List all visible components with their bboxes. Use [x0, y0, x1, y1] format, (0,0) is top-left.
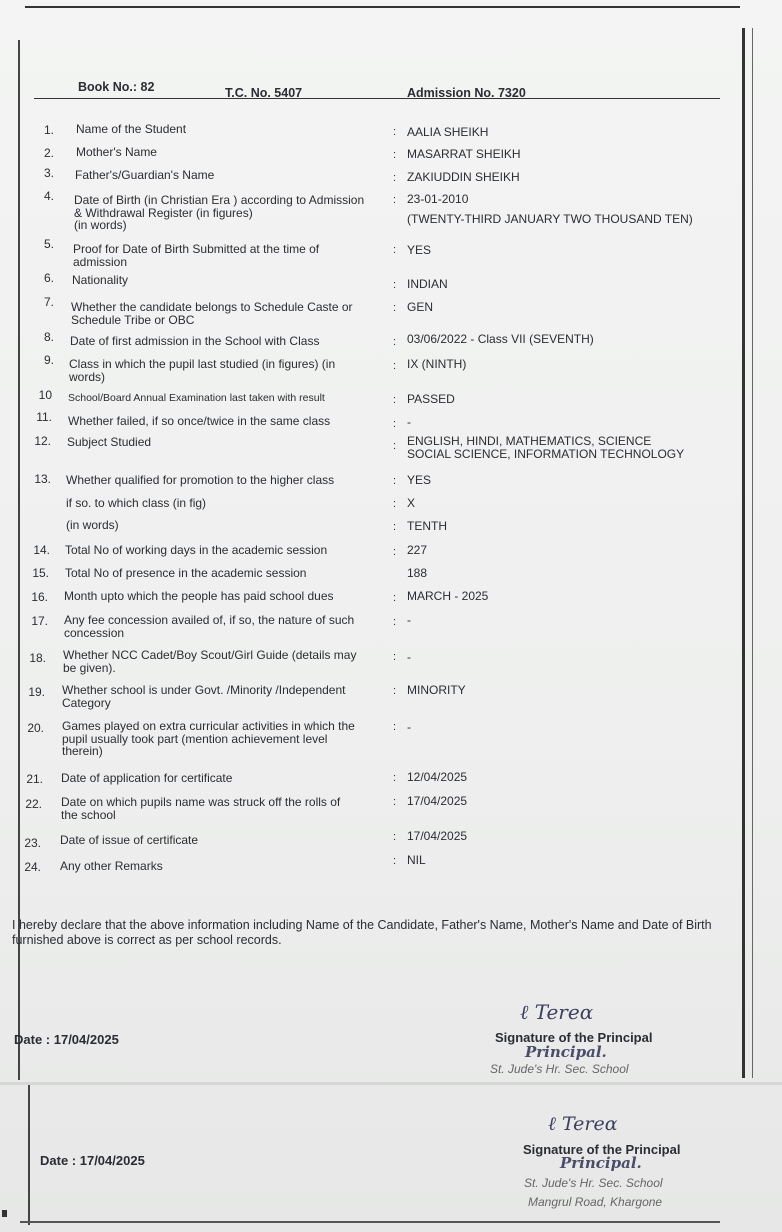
row-colon: : [393, 475, 397, 487]
row-label: Mother's Name [76, 145, 157, 159]
row-value: PASSED [407, 392, 455, 406]
row-number: 22. [25, 797, 42, 811]
edge-mark [2, 1210, 7, 1217]
row-colon: : [393, 172, 397, 184]
row-label: Any fee concession availed of, if so, the nature of such concession [64, 613, 355, 640]
row-value: YES [407, 473, 432, 487]
row-number: 6. [43, 271, 54, 285]
issue-date-lower: Date : 17/04/2025 [40, 1153, 145, 1168]
principal-stamp: Principal. [525, 1043, 607, 1061]
row-value: 03/06/2022 - Class VII (SEVENTH) [407, 332, 594, 346]
row-number: 12. [34, 434, 51, 448]
row-value: AALIA SHEIKH [407, 125, 489, 139]
row-number: 16. [31, 590, 48, 604]
principal-stamp-lower: Principal. [560, 1154, 642, 1172]
row-label: Date on which pupils name was struck off the rolls of the school [61, 795, 341, 822]
principal-signature-scrawl: ℓ Tereɑ [520, 1000, 594, 1024]
row-value: INDIAN [407, 277, 448, 291]
row-colon: : [393, 418, 397, 430]
row-value: MASARRAT SHEIKH [407, 147, 521, 161]
row-value: 188 [407, 566, 428, 580]
row-value: TENTH [407, 519, 447, 533]
row-label: Whether qualified for promotion to the higher class [66, 473, 335, 487]
row-value: 12/04/2025 [407, 770, 468, 784]
row-value: MARCH - 2025 [407, 589, 489, 603]
row-label: Date of issue of certificate [60, 833, 199, 847]
row-colon: : [393, 126, 397, 138]
row-number: 17. [31, 614, 48, 628]
row-number: 11. [36, 410, 52, 424]
school-stamp: St. Jude's Hr. Sec. School [490, 1062, 629, 1074]
row-label: Proof for Date of Birth Submitted at the time of admission [73, 242, 320, 269]
row-number: 1. [43, 123, 54, 137]
tc-number: T.C. No. 5407 [225, 86, 303, 100]
row-colon: : [393, 244, 397, 256]
principal-signature-scrawl-lower: ℓ Tereɑ [548, 1113, 618, 1135]
row-number: 7. [43, 295, 54, 309]
row-colon: : [393, 855, 397, 867]
row-label: Date of first admission in the School with Class [70, 334, 320, 348]
row-colon: : [393, 394, 397, 406]
row-number: 24. [24, 860, 41, 874]
row-value-words: (TWENTY-THIRD JANUARY TWO THOUSAND TEN) [407, 212, 693, 226]
book-number: Book No.: 82 [78, 80, 155, 94]
row-label: Total No of working days in the academic session [65, 543, 328, 557]
border-bottom [20, 1221, 720, 1223]
row-label: School/Board Annual Examination last taken with result [68, 392, 325, 404]
row-label: Any other Remarks [60, 859, 163, 873]
row-colon: : [393, 440, 397, 452]
border-right-inner [752, 28, 753, 1078]
row-colon: : [393, 831, 397, 843]
row-value: ZAKIUDDIN SHEIKH [407, 170, 520, 184]
row-number: 5. [43, 237, 54, 251]
row-label: Whether school is under Govt. /Minority /Independent Category [62, 683, 346, 710]
issue-date: Date : 17/04/2025 [14, 1032, 119, 1047]
school-name-stamp: St. Jude's Hr. Sec. School [524, 1176, 663, 1190]
row-label: if so. to which class (in fig) [66, 496, 207, 510]
row-value: 17/04/2025 [407, 794, 468, 808]
row-colon: : [393, 592, 397, 604]
row-label: (in words) [66, 518, 119, 532]
row-colon: : [393, 521, 397, 533]
border-right [742, 28, 745, 1078]
row-colon: : [393, 194, 397, 206]
border-left-lower [28, 1085, 30, 1225]
admission-number: Admission No. 7320 [407, 86, 526, 100]
row-value: - [407, 415, 411, 429]
signature-label-lower: Signature of the Principal [523, 1142, 681, 1157]
header-divider [34, 98, 720, 99]
row-value: YES [407, 243, 432, 257]
row-colon: : [393, 149, 397, 161]
row-colon: : [393, 721, 397, 733]
row-label: Date of application for certificate [61, 771, 233, 785]
row-number: 4. [43, 189, 54, 203]
page-fold [0, 1082, 782, 1085]
row-value: ENGLISH, HINDI, MATHEMATICS, SCIENCE SOCIAL SCIENCE, INFORMATION TECHNOLOGY [407, 434, 685, 461]
row-label: Father's/Guardian's Name [75, 168, 215, 182]
row-label: Subject Studied [67, 435, 152, 449]
row-number: 2. [43, 146, 54, 160]
row-value: GEN [407, 300, 434, 314]
row-colon: : [393, 772, 397, 784]
row-number: 23. [24, 836, 41, 850]
row-colon: : [393, 546, 397, 558]
row-number: 13. [34, 472, 51, 486]
row-value: 23-01-2010 [407, 192, 469, 206]
row-number: 18. [29, 651, 46, 665]
row-label: Whether the candidate belongs to Schedule Caste or Schedule Tribe or OBC [71, 300, 353, 327]
row-colon: : [393, 360, 397, 372]
row-colon: : [393, 616, 397, 628]
row-value: - [407, 720, 411, 734]
row-colon: : [393, 651, 397, 663]
row-number: 10 [38, 388, 52, 402]
row-value: - [407, 650, 411, 664]
signature-label: Signature of the Principal [495, 1030, 653, 1045]
row-colon: : [393, 302, 397, 314]
row-number: 3. [43, 166, 54, 180]
row-number: 15. [32, 566, 49, 580]
row-colon: : [393, 796, 397, 808]
row-value: X [407, 496, 416, 510]
row-value: - [407, 613, 411, 627]
row-colon: : [393, 685, 397, 697]
row-value: IX (NINTH) [407, 357, 467, 371]
row-label: Name of the Student [76, 122, 187, 136]
row-number: 9. [43, 353, 54, 367]
row-label: Month upto which the people has paid school dues [64, 589, 334, 603]
row-number: 21. [26, 772, 43, 786]
row-value: MINORITY [407, 683, 466, 697]
row-label: Games played on extra curricular activities in which the pupil usually took part (mention achievement level therein) [62, 719, 355, 758]
row-label: Class in which the pupil last studied (in figures) (in words) [69, 357, 336, 384]
row-value: 227 [407, 543, 428, 557]
row-value: NIL [407, 853, 426, 867]
row-number: 8. [43, 330, 54, 344]
row-label: Total No of presence in the academic session [65, 566, 307, 580]
row-number: 19. [28, 685, 45, 699]
row-number: 20. [27, 721, 44, 735]
border-top [25, 6, 740, 8]
row-colon: : [393, 336, 397, 348]
school-place-stamp: Mangrul Road, Khargone [528, 1195, 663, 1209]
row-label: Nationality [72, 273, 129, 287]
row-colon: : [393, 279, 397, 291]
row-label: Whether failed, if so once/twice in the same class [68, 414, 331, 428]
declaration-text: I hereby declare that the above information including Name of the Candidate, Father's Name, Mother's Name and Date of Birth furnished above is correct as per school records. [12, 918, 712, 947]
row-label: Whether NCC Cadet/Boy Scout/Girl Guide (details may be given). [63, 648, 357, 675]
row-colon: : [393, 498, 397, 510]
row-label: Date of Birth (in Christian Era ) according to Admission & Withdrawal Register (in figures) (in words) [74, 193, 365, 232]
row-value: 17/04/2025 [407, 829, 468, 843]
row-number: 14. [33, 543, 50, 557]
